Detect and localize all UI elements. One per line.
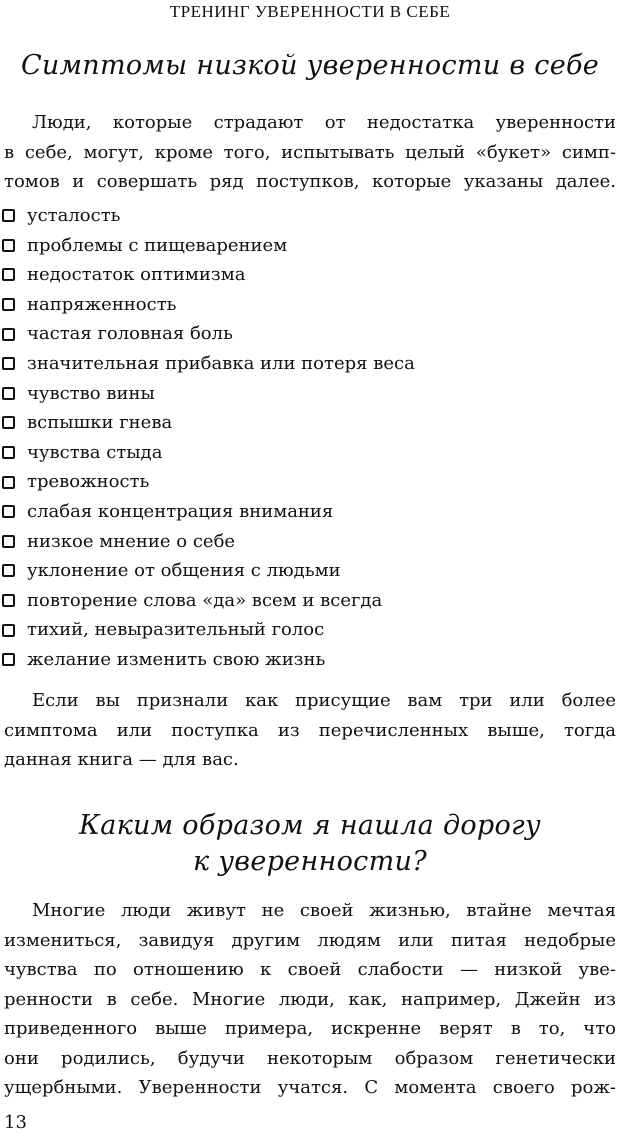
checkbox-icon [2,564,15,577]
checkbox-icon [2,328,15,341]
checklist-item [0,615,612,645]
checklist-item [0,201,612,231]
conclusion-paragraph [4,686,616,775]
paragraph-line: они родились, будучи некоторым образом генетически [4,1047,616,1069]
checklist-item [0,556,612,586]
intro-paragraph [4,108,616,197]
checkbox-icon [2,535,15,548]
paragraph-line: ущербными. Уверенности учатся. С момента своего рож- [4,1077,616,1098]
checklist-item-label: уклонение от общения с людьми [27,560,341,582]
checklist-item [0,379,612,409]
paragraph-line: приведенного выше примера, искренне верят в то, что [4,1018,616,1039]
checklist-item-label: повторение слова «да» всем и всегда [27,589,383,611]
checklist-item-label: желание изменить свою жизнь [27,648,326,670]
checklist-item [0,319,612,349]
checklist-item-label: тихий, невыразительный голос [27,619,325,641]
checkbox-icon [2,357,15,370]
checkbox-icon [2,476,15,489]
checklist-item-label: слабая концентрация внимания [27,500,334,522]
checklist-item [0,349,612,379]
checklist-item [0,408,612,438]
checklist-item [0,260,612,290]
checkbox-icon [2,505,15,518]
paragraph-line: в себе, могут, кроме того, испытывать целый «букет» симп- [4,141,616,163]
heading-line: Каким образом я нашла дорогу [79,810,541,841]
checkbox-icon [2,624,15,637]
checklist-item [0,231,612,261]
checkbox-icon [2,653,15,666]
checkbox-icon [2,298,15,311]
paragraph-line: Многие люди живут не своей жизнью, втайне мечтая [32,900,616,921]
checklist-item-label: проблемы с пищеварением [27,234,288,256]
checklist-item-label: чувство вины [27,382,155,404]
checkbox-icon [2,594,15,607]
checkbox-icon [2,446,15,459]
heading-line: к уверенности? [193,846,427,877]
checkbox-icon [2,268,15,281]
checkbox-icon [2,209,15,222]
running-header: ТРЕНИНГ УВЕРЕННОСТИ В СЕБЕ [169,2,451,21]
paragraph-line: Если вы признали как присущие вам три или более [32,690,616,711]
paragraph-line: ренности в себе. Многие люди, как, например, Джейн из [4,988,616,1010]
checklist-item [0,497,612,527]
checklist-item [0,290,612,320]
paragraph-line: измениться, завидуя другим людям или питая недобрые [4,929,616,951]
checklist-item [0,467,612,497]
checklist-item-label: вспышки гнева [27,412,173,434]
paragraph-line: томов и совершать ряд поступков, которые указаны далее. [4,171,616,192]
checklist-item-label: тревожность [27,471,150,493]
paragraph-line: данная книга — для вас. [4,749,239,770]
checklist-item [0,586,612,616]
paragraph-line: Люди, которые страдают от недостатка уверенности [32,112,616,133]
paragraph-line: чувства по отношению к своей слабости — низкой уве- [4,959,616,980]
checklist-item [0,645,612,675]
symptom-checklist [0,201,612,675]
checkbox-icon [2,387,15,400]
checklist-item-label: значительная прибавка или потеря веса [27,352,415,374]
checkbox-icon [2,416,15,429]
paragraph-line: симптома или поступка из перечисленных выше, тогда [4,719,616,741]
body-paragraph [4,896,616,1103]
checkbox-icon [2,239,15,252]
checklist-item-label: напряженность [27,293,177,315]
checklist-item-label: частая головная боль [27,323,233,345]
checklist-item-label: низкое мнение о себе [27,530,236,552]
checklist-item-label: чувства стыда [27,441,163,463]
section-heading-symptoms: Симптомы низкой уверенности в себе [20,50,600,81]
page-number: 13 [4,1112,27,1133]
checklist-item [0,527,612,557]
checklist-item-label: усталость [27,205,121,226]
checklist-item [0,438,612,468]
section-heading-path [0,808,620,880]
checklist-item-label: недостаток оптимизма [27,264,246,286]
